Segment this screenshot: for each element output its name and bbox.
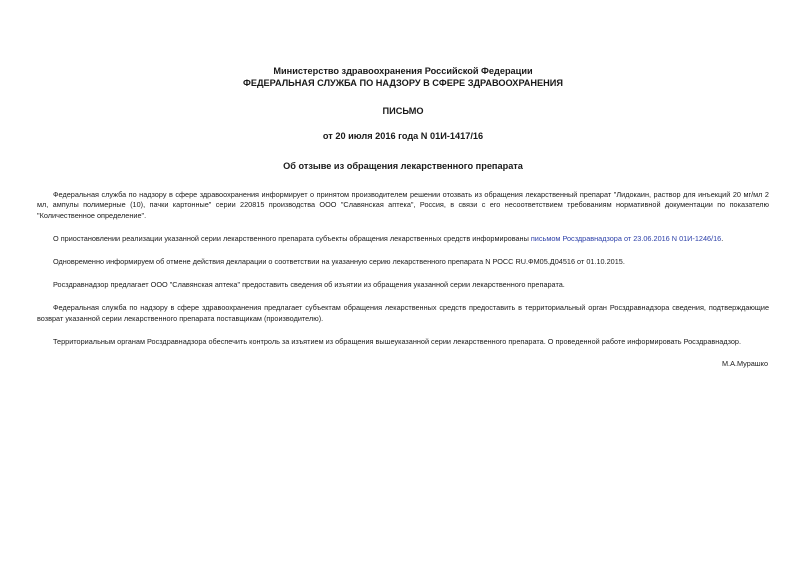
document-header: [37, 66, 769, 89]
document-subject: Об отзыве из обращения лекарственного препарата: [283, 161, 523, 171]
paragraph-5: Федеральная служба по надзору в сфере здравоохранения предлагает субъектам обращения лекарственных средств предоставить в территориальный орган Росздравнадзора сведения, подтверждающие возврат указанной серии лекарственного препарата поставщикам (производителю).: [37, 303, 769, 323]
document-type: ПИСЬМО: [382, 106, 424, 116]
signature: М.А.Мурашко: [721, 359, 768, 368]
paragraph-4: Росздравнадзор предлагает ООО "Славянская аптека" предоставить сведения об изъятии из обращения указанной серии лекарственного препарата.: [53, 279, 565, 289]
agency-name: ФЕДЕРАЛЬНАЯ СЛУЖБА ПО НАДЗОРУ В СФЕРЕ ЗДРАВООХРАНЕНИЯ: [242, 77, 563, 88]
paragraph-6: Территориальным органам Росздравнадзора обеспечить контроль за изъятием из обращения вышеуказанной серии лекарственного препарата. О проведенной работе информировать Росздравнадзор.: [53, 336, 742, 346]
ministry-name: Министерство здравоохранения Российской Федерации: [273, 66, 533, 76]
paragraph-3: Одновременно информируем об отмене действия декларации о соответствии на указанную серию лекарственного препарата N РОСС RU.ФМ05.Д04516 от 01.10.2015.: [53, 256, 625, 266]
paragraph-1: Федеральная служба по надзору в сфере здравоохранения информирует о принятом производителем решении отозвать из обращения лекарственный препарат "Лидокаин, раствор для инъекций 20 мг/мл 2 мл, ампулы полимерные (10), пачки картонные" серии 220815 производства ООО "Славянская аптека", Россия, в связи с его несоответствием требованиям нормативной документации по показателю "Количественное определение".: [37, 189, 769, 220]
paragraph-2-text: О приостановлении реализации указанной серии лекарственного препарата субъекты обращения лекарственных средств информированы: [53, 233, 531, 243]
paragraph-2-end: .: [721, 233, 724, 243]
document-date-number: от 20 июля 2016 года N 01И-1417/16: [322, 130, 484, 141]
document-body: [37, 190, 769, 348]
paragraph-2: [37, 234, 769, 245]
letter-reference-link[interactable]: письмом Росздравнадзора от 23.06.2016 N 01И-1246/16: [530, 233, 722, 243]
